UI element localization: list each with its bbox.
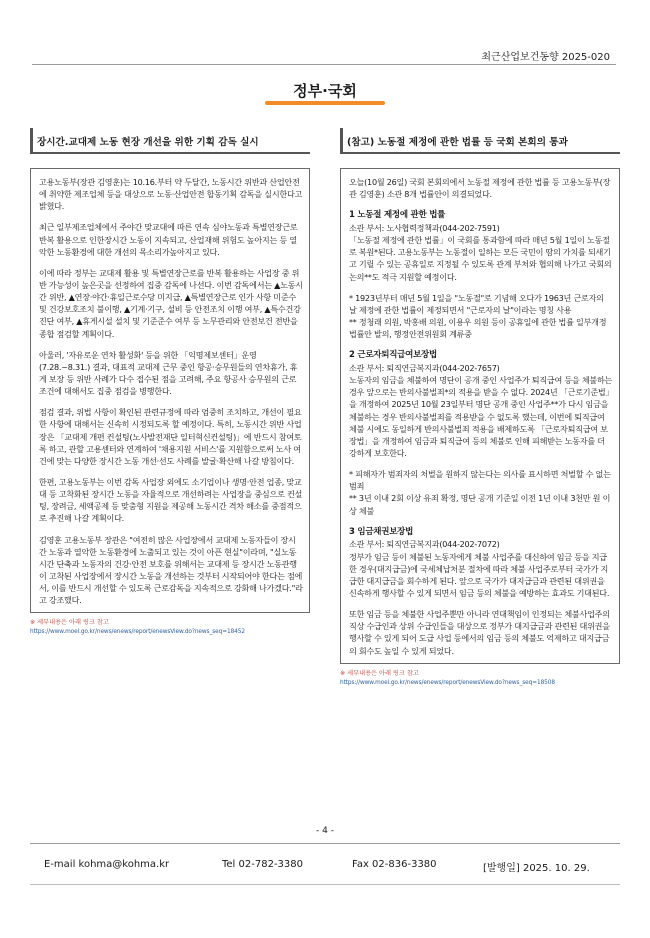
left-column — [30, 128, 310, 635]
footnote: * 피해자가 범죄자의 처벌을 원하지 않는다는 의사를 표시하면 처벌할 수 없는 범죄 — [349, 469, 611, 492]
paragraph: 아울러, '자유로운 연차 활성화' 등을 위한 「익명제보센터」운영(7.28.~8.31.) 결과, 대표적 교대제 근무 중인 항공·승무원들의 연차휴가, 휴게 보장 등 위반 사례가 다수 접수된 점을 고려해, 주요 항공사 승무원의 근로조건에 대해서도 집중 점검을 병행한다. — [39, 349, 298, 397]
left-article-body — [30, 168, 310, 613]
law-notes — [349, 292, 613, 341]
law-dept: 소관 부서: 퇴직연금복지과(044-202-7072) — [349, 539, 500, 550]
paragraph: 김영훈 고용노동부 장관은 "여전히 많은 사업장에서 교대제 노동자들이 장시간 노동과 열악한 노동환경에 노출되고 있는 것이 아픈 현실"이라며, "실노동시간 단축과 노동자의 건강·안전 보호를 위해서는 교대제 등 장시간 노동관행이 고착된 사업장에서 장시간 노동을 개선하는 것부터 시작되어야 한다는 점에서, 이를 반드시 개선할 수 있도록 근로감독을 지속적으로 강화해 나가겠다."라고 강조했다. — [39, 534, 303, 606]
law-body: 노동자의 임금을 체불하여 명단이 공개 중인 사업주가 퇴직급여 등을 체불하는 경우 앞으로는 반의사불벌죄*의 적용을 받을 수 없다. 2024년 「근로기준법」을 개정하여 2025년 10월 23일부터 명단 공개 중인 사업주**가 다시 임금을 체불하는 경우 반의사불벌죄를 적용받을 수 없도록 했는데, 이번에 퇴직급여 체불 시에도 동일하게 반의사불벌죄 적용을 배제하도록 「근로자퇴직급여 보장법」을 개정하여 임금과 퇴직급여 등의 체불로 인해 피해받는 노동자를 더 강하게 보호한다. — [349, 375, 613, 459]
law-heading: 1 노동절 제정에 관한 법률 — [349, 210, 446, 221]
section-title-underline — [265, 101, 385, 105]
law-dept: 소관 부서: 노사협력정책과(044-202-7591) — [349, 223, 500, 234]
footnote: * 1923년부터 매년 5월 1일을 "노동절"로 기념해 오다가 1963년 근로자의 날 제정에 관한 법률이 제정되면서 "근로자의 날"이라는 명칭 사용 — [349, 292, 604, 315]
law-body: 「노동절 제정에 관한 법률」이 국회를 통과함에 따라 매년 5월 1일이 노동절로 복원*된다. 고용노동부는 노동절이 일하는 모든 국민이 땀의 가치를 되새기고 기릴 수 있는 공휴일로 지정될 수 있도록 관계 부처와 협의해 나가고 국회의 논의**도 적극 지원할 예정이다. — [349, 235, 612, 282]
law-heading: 2 근로자퇴직급여보장법 — [349, 350, 437, 361]
paragraph: 한편, 고용노동부는 이번 감독 사업장 외에도 소기업이나 생명·안전 업종, 맞교대 등 고착화된 장시간 노동을 자율적으로 개선하려는 사업장을 중심으로 컨설팅, 장려금, 세액공제 등 맞춤형 지원을 제공해 노동시간 격차 해소를 중점적으로 추진해 나갈 계획이다. — [39, 476, 303, 524]
paragraph: 최근 일부제조업체에서 주야간 맞교대에 따른 연속 심야노동과 특별연장근로 반복 활용으로 인한장시간 노동이 지속되고, 산업재해 위험도 높아지는 등 열악한 노동환경에 대한 개선의 목소리가높아지고 있다. — [39, 222, 298, 257]
paragraph: 점검 결과, 위법 사항이 확인된 관련규정에 따라 엄중히 조치하고, 개선이 필요한 사항에 대해서는 신속히 시정되도록 할 예정이다. 특히, 노동시간 위반 사업장은 「교대제 개편 컨설팅(노사발전재단 일터혁신컨설팅)」에 반드시 참여토록 하고, 관할 고용센터와 연계하여 '채용지원 서비스'를 지원함으로써 노사 여건에 맞는 다양한 장시간 노동 개선·선도 사례를 발굴·확산해 나갈 방침이다. — [39, 407, 302, 466]
left-reference-note: ※ 세부내용은 아래 링크 참고 — [30, 619, 109, 627]
law-heading: 3 임금채권보장법 — [349, 526, 414, 537]
law-body: 정부가 임금 등이 체불된 노동자에게 체불 사업주를 대신하여 임금 등을 지급한 경우(대지급금)에 국세체납처분 절차에 따라 체불 사업주로부터 국가가 지급한 대지급금을 회수하게 된다. 앞으로 국가가 대지급금과 관련된 대위권을 신속하게 행사할 수 있게 되면서 임금 등의 체불을 예방하는 효과도 기대된다. — [349, 551, 610, 599]
header-divider — [32, 64, 616, 65]
law-item — [349, 349, 613, 459]
left-article-title: 장시간.교대제 노동 현장 개선을 위한 기획 감독 실시 — [30, 128, 310, 154]
law-item — [349, 526, 613, 599]
footer-divider — [30, 843, 620, 844]
footer-issue-date: [발행일] 2025. 10. 29. — [483, 863, 590, 874]
publication-header: 최근산업보건동향 2025-020 — [481, 52, 610, 63]
law-dept: 소관 부서: 퇴직연금복지과(044-202-7657) — [349, 363, 500, 374]
paragraph: 고용노동부(장관 김영훈)는 10.16.부터 약 두달간, 노동시간 위반과 산업안전에 취약한 제조업체 등을 대상으로 노동·산업안전 합동기획 감독을 실시한다고 밝혔다. — [39, 177, 303, 212]
closing-paragraph: 또한 임금 등을 체불한 사업주뿐만 아니라 연대책임이 인정되는 체불사업주의 직상 수급인과 상위 수급인들을 대상으로 정부가 대지급금과 관련된 대위권을 행사할 수 있게 되어 도급 사업 등에서의 임금 등의 체불도 억제하고 대지급금의 회수도 높일 수 있게 되었다. — [349, 609, 610, 656]
section-title: 정부·국회 — [293, 82, 357, 100]
intro-paragraph: 오늘(10월 26일) 국회 본회의에서 노동절 제정에 관한 법률 등 고용노동부(장관 김영훈) 소관 8개 법률안이 의결되었다. — [349, 177, 611, 200]
law-notes — [349, 468, 613, 517]
page-number: - 4 - — [316, 826, 334, 836]
footer-fax: Fax 02-836-3380 — [352, 859, 437, 870]
right-article-title: (참고) 노동절 제정에 관한 법률 등 국회 본회의 통과 — [340, 128, 620, 154]
right-article-body — [340, 168, 620, 664]
footnote: ** 3년 이내 2회 이상 유죄 확정, 명단 공개 기준일 이전 1년 이내 3천만 원 이상 체불 — [349, 493, 611, 516]
footer-bottom-rule — [30, 884, 620, 885]
footer-tel: Tel 02-782-3380 — [222, 859, 303, 870]
law-item — [349, 209, 613, 282]
right-reference-note: ※ 세부내용은 아래 링크 참고 — [340, 669, 419, 677]
footer-email: E-mail kohma@kohma.kr — [44, 859, 170, 870]
paragraph: 이에 따라 정부는 교대제 활용 및 특별연장근로를 반복 활용하는 사업장 중 위반 가능성이 높은곳을 선정하여 집중 감독에 나선다. 이번 감독에서는 ▲노동시간 위반, ▲연장·야간·휴일근로수당 미지급, ▲특별연장근로 인가 사항 미준수 및 건강보호조치 불이행, ▲기계·기구, 설비 등 안전조치 이행 여부, ▲특수건강진단 여부, ▲휴게시설 설치 및 기준준수 여부 등 노무관리와 안전보건 전반을 종합 점검할 계획이다. — [39, 267, 303, 339]
right-column — [340, 128, 620, 686]
left-reference-link[interactable]: https://www.moel.go.kr/news/enews/report/enewsView.do?news_seq=18452 — [30, 629, 245, 636]
footnote: ** 정청래 의원, 박홍배 의원, 이용우 의원 등이 공휴일에 관한 법률 일부개정법률안 발의, 행정안전위원회 계류중 — [349, 317, 607, 340]
right-reference-link[interactable]: https://www.moel.go.kr/news/enews/report/enewsView.do?news_seq=18508 — [340, 679, 555, 686]
